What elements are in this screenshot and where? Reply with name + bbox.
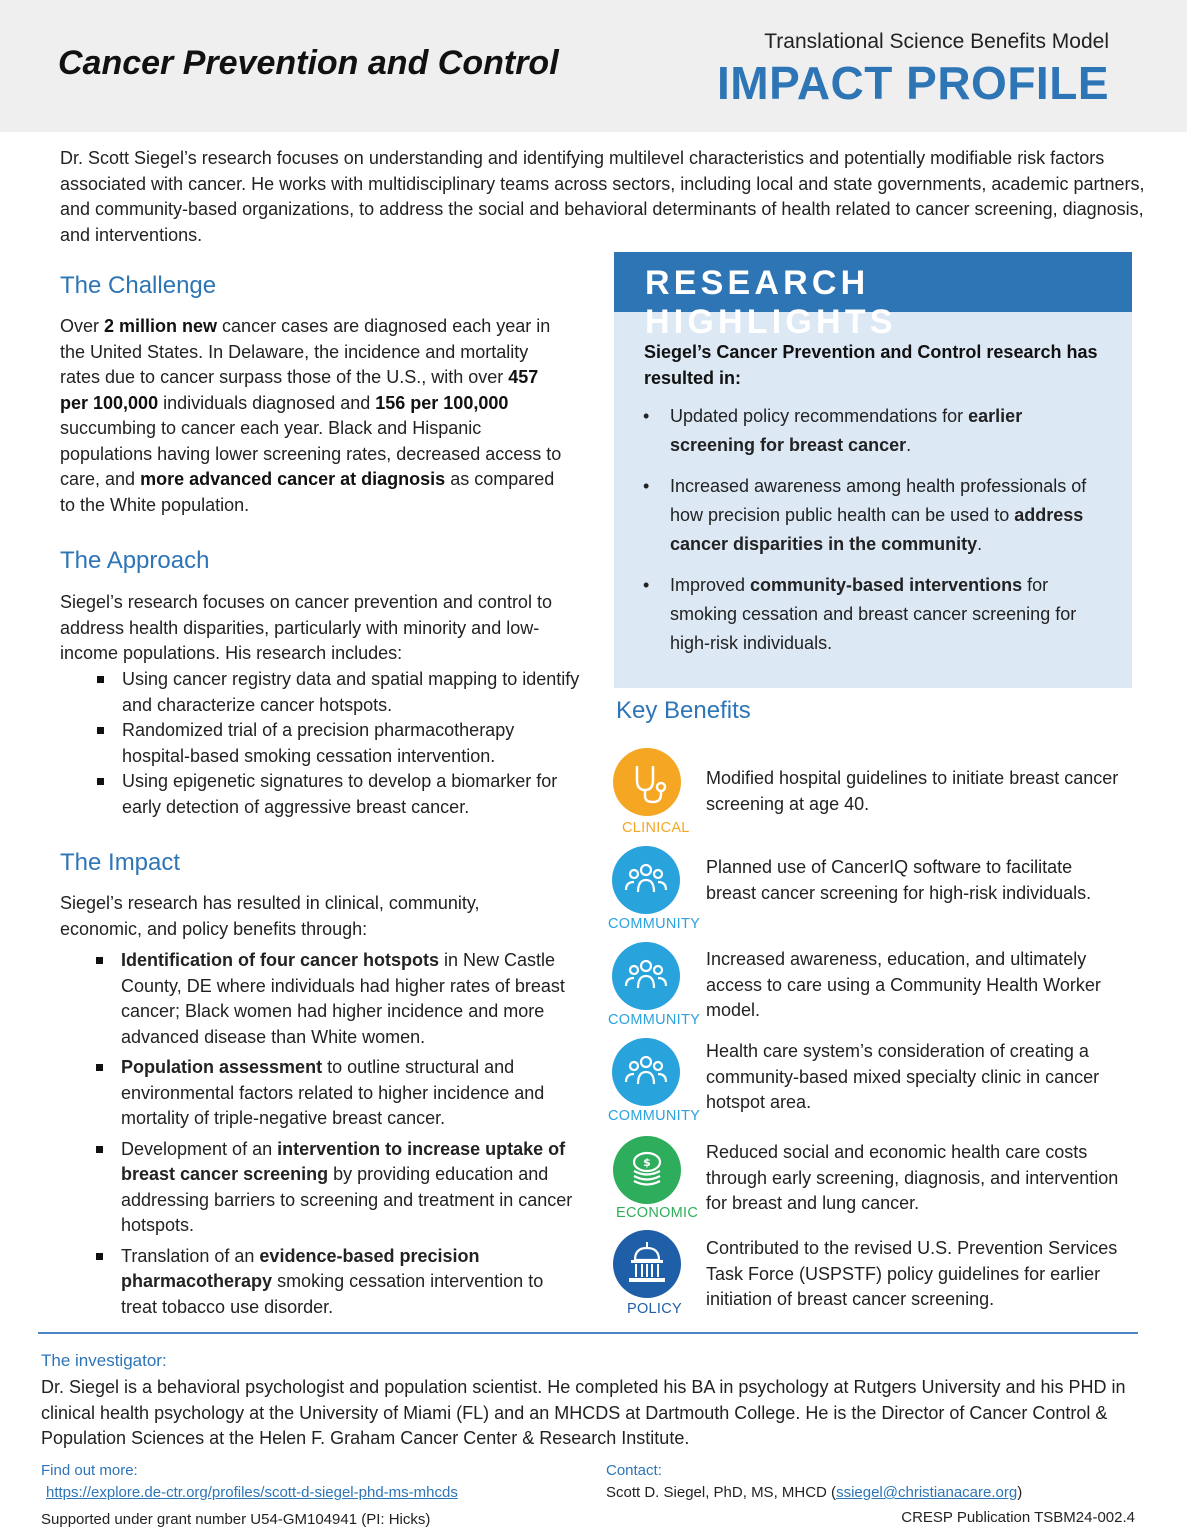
header-band (0, 0, 1187, 132)
challenge-paragraph: Over 2 million new cancer cases are diagnosed each year in the United States. In Delaware, the incidence and mortality rates due to cancer surpass those of the U.S., with over 457 per 100,000 individuals diagnosed and 156 per 100,000 succumbing to cancer each year. Black and Hispanic populations having lower screening rates, decreased access to care, and more advanced cancer at diagnosis as compared to the White population. (60, 316, 562, 515)
benefit-text: Modified hospital guidelines to initiate breast cancer screening at age 40. (706, 768, 1119, 814)
contact-email-link[interactable]: ssiegel@christianacare.org (836, 1484, 1018, 1501)
page-title: Cancer Prevention and Control (58, 44, 559, 82)
benefit-text: Contributed to the revised U.S. Prevention Services Task Force (USPSTF) policy guidelines for earlier initiation of breast cancer screening. (706, 1238, 1118, 1309)
benefit-text: Planned use of CancerIQ software to facilitate breast cancer screening for high-risk individuals. (706, 857, 1092, 903)
svg-text:$: $ (643, 1156, 651, 1169)
impact-list (121, 948, 581, 1320)
investigator-paragraph: Dr. Siegel is a behavioral psychologist and population scientist. He completed his BA in psychology at Rutgers University and his PHD in clinical health psychology at the University of Miami (FL) and an MHCDS at Dartmouth College. He is the Director of Cancer Control & Population Sciences at the Helen F. Graham Cancer Center & Research Institute. (41, 1377, 1126, 1448)
stethoscope-icon (613, 748, 681, 816)
benefit-label: CLINICAL (622, 820, 690, 836)
benefit-label: ECONOMIC (616, 1205, 699, 1221)
benefit-label: COMMUNITY (608, 1108, 701, 1124)
list-item: Using cancer registry data and spatial mapping to identify and characterize cancer hotspots. (122, 667, 580, 718)
people-icon (612, 1038, 680, 1106)
benefit-label: POLICY (627, 1301, 682, 1317)
contact-heading: Contact: (606, 1462, 662, 1479)
highlight-item: • Improved community-based interventions for smoking cessation and breast cancer screening for high-risk individuals. (643, 575, 1077, 653)
profile-link[interactable]: https://explore.de-ctr.org/profiles/scott-d-siegel-phd-ms-mhcds (46, 1484, 458, 1501)
coins-icon (613, 1136, 681, 1204)
impact-heading: The Impact (60, 849, 181, 876)
highlight-item: • Updated policy recommendations for earlier screening for breast cancer. (643, 406, 1023, 455)
find-out-more-link-wrap (46, 1484, 458, 1501)
intro-paragraph: Dr. Scott Siegel’s research focuses on understanding and identifying multilevel characteristics and potentially modifiable risk factors associated with cancer. He works with multidisciplinary teams across sectors, including local and state governments, academic partners, and community-based organizations, to address the social and behavioral determinants of health related to cancer screening, diagnosis, and interventions. (60, 148, 1145, 245)
list-item: Development of an intervention to increase uptake of breast cancer screening by providing education and addressing barriers to screening and treatment in cancer hotspots. (121, 1137, 581, 1239)
benefit-text: Increased awareness, education, and ultimately access to care using a Community Health Worker model. (706, 949, 1101, 1020)
list-item: Translation of an evidence-based precision pharmacotherapy smoking cessation intervention to treat tobacco use disorder. (121, 1244, 581, 1321)
grant-note: Supported under grant number U54-GM104941 (PI: Hicks) (41, 1511, 431, 1528)
approach-list (122, 667, 580, 820)
contact-line: Scott D. Siegel, PhD, MS, MHCD (ssiegel@christianacare.org) (606, 1484, 1023, 1501)
investigator-heading: The investigator: (41, 1351, 167, 1370)
research-highlights-title: RESEARCH HIGHLIGHTS (645, 264, 897, 341)
model-subtitle: Translational Science Benefits Model (764, 30, 1109, 53)
approach-heading: The Approach (60, 547, 210, 574)
challenge-heading: The Challenge (60, 272, 217, 299)
list-item: Population assessment to outline structural and environmental factors related to higher incidence and mortality of triple-negative breast cancer. (121, 1055, 581, 1132)
people-icon (612, 942, 680, 1010)
benefit-text: Health care system’s consideration of creating a community-based mixed specialty clinic in cancer hotspot area. (706, 1041, 1100, 1112)
research-highlights-header (614, 252, 1132, 341)
highlights-intro: Siegel’s Cancer Prevention and Control research has resulted in: (644, 342, 1098, 388)
publication-id: CRESP Publication TSBM24-002.4 (901, 1509, 1135, 1526)
highlight-item: • Increased awareness among health professionals of how precision public health can be used to address cancer disparities in the community. (643, 476, 1087, 554)
capitol-icon (613, 1230, 681, 1298)
find-out-more-heading: Find out more: (41, 1462, 138, 1479)
benefit-label: COMMUNITY (608, 1012, 701, 1028)
list-item: Randomized trial of a precision pharmacotherapy hospital-based smoking cessation intervention. (122, 718, 580, 769)
people-icon (612, 846, 680, 914)
section-divider (38, 1332, 1138, 1334)
list-item: Using epigenetic signatures to develop a biomarker for early detection of aggressive breast cancer. (122, 769, 580, 820)
impact-paragraph: Siegel’s research has resulted in clinical, community, economic, and policy benefits through: (60, 893, 480, 939)
key-benefits-heading: Key Benefits (616, 697, 751, 724)
benefit-text: Reduced social and economic health care costs through early screening, diagnosis, and intervention for breast and lung cancer. (706, 1142, 1119, 1213)
list-item: Identification of four cancer hotspots in New Castle County, DE where individuals had higher rates of breast cancer; Black women had higher incidence and more advanced disease than White women. (121, 948, 581, 1050)
impact-profile-title: IMPACT PROFILE (716, 57, 1109, 109)
benefit-label: COMMUNITY (608, 916, 701, 932)
approach-paragraph: Siegel’s research focuses on cancer prevention and control to address health disparities, particularly with minority and low-income populations. His research includes: (60, 592, 552, 663)
